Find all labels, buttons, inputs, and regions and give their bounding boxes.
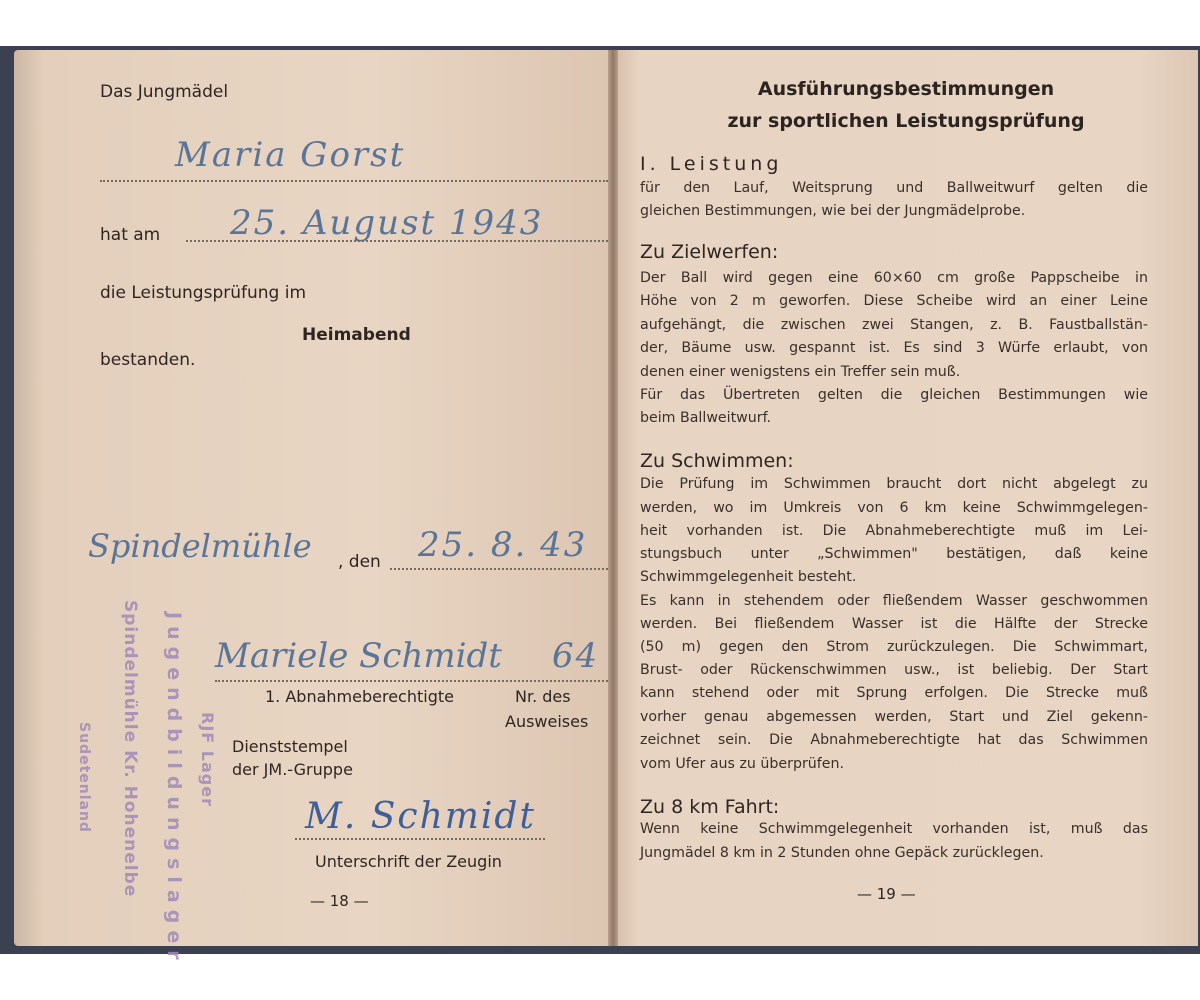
text-line: (50 m) gegen den Strom zurückzulegen. Die Schwimmart, [640,639,1148,655]
text-line: Wenn keine Schwimmgelegenheit vorhanden ist, muß das [640,821,1148,837]
text-line: Jungmädel 8 km in 2 Stunden ohne Gepäck zurücklegen. [640,845,1044,861]
text-line: denen einer wenigstens ein Treffer sein muß. [640,364,961,380]
stamp-line-3: Sudetenland [76,722,92,833]
place-handwritten: Spindelmühle [88,527,312,565]
witness-signature: M. Schmidt [305,796,536,837]
text-line: vorher genau abgemessen werden, Start und Ziel gekenn- [640,709,1148,725]
text-line: Die Prüfung im Schwimmen braucht dort nicht abgelegt zu [640,476,1148,492]
text-line: Brust- oder Rückenschwimmen usw., ist beliebig. Der Start [640,662,1148,678]
text-line: Für das Übertreten gelten die gleichen Bestimmungen wie [640,387,1148,403]
witness-label: Unterschrift der Zeugin [315,852,502,871]
text-line: beim Ballweitwurf. [640,410,772,426]
occasion: Heimabend [302,325,411,345]
text-line: Es kann in stehendem oder fließendem Wasser geschwommen [640,593,1148,609]
text-line: gleichen Bestimmungen, wie bei der Jungmädelprobe. [640,203,1026,219]
examiner-line [215,680,608,682]
den-label: , den [338,552,381,572]
name-line [100,180,608,182]
stamp-line-2: Spindelmühle Kr. Hohenelbe [120,600,140,898]
text-line: Schwimmgelegenheit besteht. [640,569,857,585]
stamp-label-2: der JM.-Gruppe [232,760,353,779]
place-date-handwritten: 25. 8. 43 [418,525,588,565]
text-line: heit vorhanden ist. Die Abnahmeberechtigte muß im Lei- [640,523,1148,539]
section-heading: Zu 8 km Fahrt: [640,796,780,818]
date-line [186,240,608,242]
date-label: hat am [100,225,161,245]
section-heading: Zu Zielwerfen: [640,241,779,263]
examiner-handwritten: Mariele Schmidt [215,636,502,676]
page-number-left: — 18 — [310,892,369,910]
heading: Das Jungmädel [100,82,229,102]
examiner-number-handwritten: 64 [552,636,600,676]
page-number-right: — 19 — [857,885,916,903]
text-line: vom Ufer aus zu überprüfen. [640,756,845,772]
text-line: stungsbuch unter „Schwimmen" bestätigen, daß keine [640,546,1148,562]
title-2: zur sportlichen Leistungsprüfung [727,110,1085,132]
stamp-line-1: Jugendbildungslager [163,612,185,967]
text-line: werden. Bei fließendem Wasser ist die Hälfte der Strecke [640,616,1148,632]
section-heading: Zu Schwimmen: [640,450,794,472]
name-handwritten: Maria Gorst [175,135,406,175]
text-line: werden, wo im Umkreis von 6 km keine Schwimmgelegen- [640,500,1148,516]
book-gutter [608,50,618,946]
stamp-line-4: RJF Lager [198,712,217,807]
text-line: der, Bäume usw. gespannt ist. Es sind 3 Würfe erlaubt, von [640,340,1148,356]
text-line: Höhe von 2 m geworfen. Diese Scheibe wird an einer Leine [640,293,1148,309]
id-label-1: Nr. des [515,687,571,706]
text-line: zeichnet sein. Die Abnahmeberechtigte hat das Schwimmen [640,732,1148,748]
title-1: Ausführungsbestimmungen [757,78,1055,100]
id-label-2: Ausweises [505,712,589,731]
passed-label: bestanden. [100,350,196,370]
examiner-label: 1. Abnahmeberechtigte [265,687,454,706]
section-heading: I. Leistung [640,153,783,175]
exam-label: die Leistungsprüfung im [100,283,307,303]
text-line: Der Ball wird gegen eine 60×60 cm große Pappscheibe in [640,270,1148,286]
place-date-line [390,568,608,570]
text-line: aufgehängt, die zwischen zwei Stangen, z. B. Faustballstän- [640,317,1148,333]
witness-line [295,838,545,840]
text-line: kann stehend oder mit Sprung erfolgen. Die Strecke muß [640,685,1148,701]
stamp-label-1: Dienststempel [232,737,348,756]
date-handwritten: 25. August 1943 [230,203,544,243]
text-line: für den Lauf, Weitsprung und Ballweitwurf gelten die [640,180,1148,196]
